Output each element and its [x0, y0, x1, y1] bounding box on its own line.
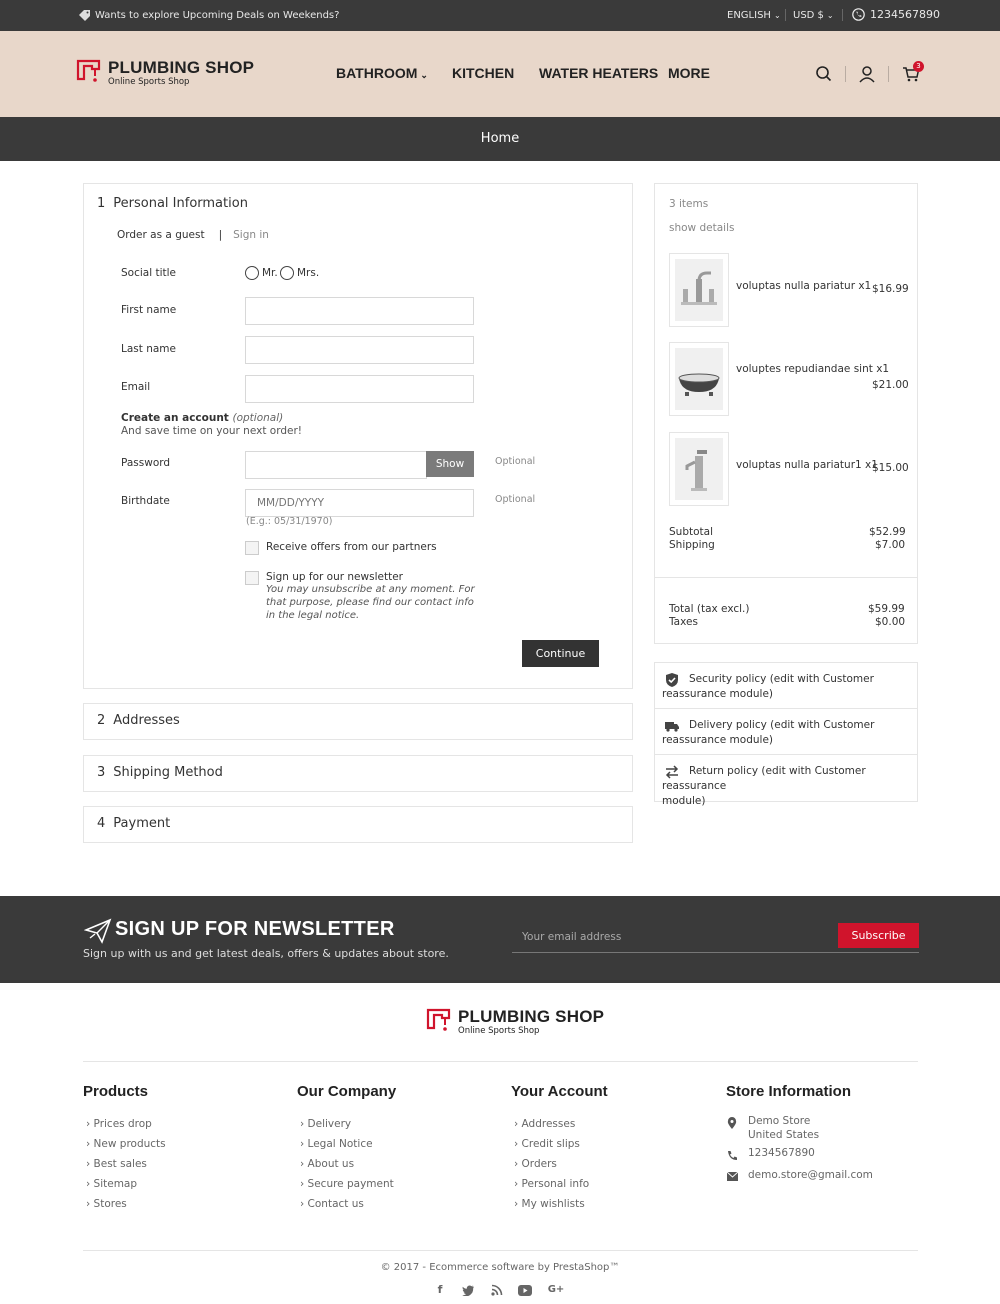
show-details-link[interactable]: show details: [669, 222, 735, 234]
store-phone[interactable]: 1234567890: [748, 1147, 815, 1159]
top-bar: [0, 0, 1000, 31]
link-label: New products: [93, 1138, 166, 1150]
reassurance-line: Return policy (edit with Customer reassurance: [662, 765, 866, 792]
taxes-value: $0.00: [875, 616, 906, 628]
reassurance-line: reassurance module): [662, 734, 773, 746]
footer-link-delivery[interactable]: › Delivery: [300, 1118, 352, 1130]
password-optional: Optional: [495, 456, 536, 467]
newsletter-email-input[interactable]: Your email address: [522, 931, 622, 943]
link-label: Best sales: [93, 1158, 147, 1170]
footer-link-prices-drop[interactable]: › Prices drop: [86, 1118, 152, 1130]
reassurance-line: Delivery policy (edit with Customer: [689, 719, 875, 731]
link-label: Addresses: [521, 1118, 576, 1130]
product-name: voluptes repudiandae sint x1: [736, 363, 890, 375]
social-title-label: Social title: [121, 267, 176, 279]
logo-subtitle: Online Sports Shop: [458, 1026, 540, 1036]
link-label: Contact us: [307, 1198, 364, 1210]
reassurance-delivery: [654, 708, 918, 755]
radio-mr[interactable]: [245, 266, 259, 280]
newsletter-title: SIGN UP FOR NEWSLETTER: [115, 918, 395, 940]
nav-item-bathroom[interactable]: [336, 65, 428, 81]
divider: [845, 66, 846, 82]
reassurance-text: [662, 718, 912, 748]
link-label: Credit slips: [521, 1138, 580, 1150]
promo-text: Wants to explore Upcoming Deals on Weekends?: [95, 9, 340, 21]
footer-link-secure-payment[interactable]: › Secure payment: [300, 1178, 394, 1190]
tab-sign-in[interactable]: Sign in: [233, 229, 269, 241]
footer-link-sitemap[interactable]: › Sitemap: [86, 1178, 138, 1190]
total-value: $59.99: [868, 603, 905, 615]
items-count: 3 items: [669, 198, 709, 210]
footer-logo[interactable]: [425, 1006, 604, 1038]
footer-account-title: Your Account: [511, 1083, 608, 1100]
divider: [842, 9, 843, 21]
chevron-down-icon: ⌄: [826, 11, 834, 20]
newsletter-checkbox[interactable]: [245, 571, 259, 585]
twitter-icon[interactable]: [462, 1285, 475, 1296]
step-number: 4: [97, 816, 106, 831]
footer-link-personal-info[interactable]: › Personal info: [514, 1178, 590, 1190]
reassurance-text: [662, 672, 912, 702]
link-label: Personal info: [521, 1178, 590, 1190]
newsletter-section: [0, 896, 1000, 983]
nav-item-water-heaters[interactable]: WATER HEATERS: [539, 65, 659, 81]
step-number: 1: [97, 196, 106, 211]
google-plus-icon[interactable]: G+: [547, 1284, 565, 1295]
create-account-heading: [121, 412, 283, 424]
tab-order-as-guest[interactable]: Order as a guest: [117, 229, 205, 241]
step-addresses-title: [97, 713, 180, 728]
link-label: Secure payment: [307, 1178, 394, 1190]
footer-link-credit-slips[interactable]: › Credit slips: [514, 1138, 580, 1150]
divider: [655, 577, 917, 578]
footer-products-title: Products: [83, 1083, 149, 1100]
step-shipping-title: [97, 765, 223, 780]
password-field[interactable]: [245, 451, 427, 479]
reassurance-line: reassurance module): [662, 688, 773, 700]
link-label: Legal Notice: [307, 1138, 373, 1150]
step-number: 3: [97, 765, 106, 780]
faucet-logo-icon: [425, 1006, 453, 1038]
last-name-field[interactable]: [245, 336, 474, 364]
link-label: Sitemap: [93, 1178, 138, 1190]
link-label: Prices drop: [93, 1118, 152, 1130]
store-name: Demo Store: [748, 1115, 811, 1127]
logo-subtitle: Online Sports Shop: [108, 77, 190, 87]
birthdate-field[interactable]: [245, 489, 474, 517]
product-price: $21.00: [872, 379, 909, 391]
reassurance-text: [662, 764, 912, 809]
currency-label: USD $: [793, 10, 824, 21]
footer-link-addresses[interactable]: › Addresses: [514, 1118, 576, 1130]
divider: [888, 66, 889, 82]
newsletter-note: in the legal notice.: [266, 610, 360, 621]
radio-mrs-label: Mrs.: [297, 267, 320, 279]
reassurance-security: [654, 662, 918, 709]
reassurance-line: Security policy (edit with Customer: [689, 673, 874, 685]
login-tabs: [117, 229, 269, 241]
step-title: Payment: [113, 816, 171, 831]
birthdate-optional: Optional: [495, 494, 536, 505]
link-label: About us: [307, 1158, 355, 1170]
footer-link-best-sales[interactable]: › Best sales: [86, 1158, 147, 1170]
facebook-icon[interactable]: f: [437, 1283, 443, 1296]
footer-link-stores[interactable]: › Stores: [86, 1198, 127, 1210]
step-personal-information[interactable]: [97, 196, 248, 211]
birthdate-hint: (E.g.: 05/31/1970): [246, 516, 333, 527]
newsletter-subtitle: Sign up with us and get latest deals, offers & updates about store.: [83, 947, 449, 960]
first-name-label: First name: [121, 304, 177, 316]
taxes-label: Taxes: [669, 616, 698, 628]
nav-label: BATHROOM: [336, 65, 418, 81]
birthdate-label: Birthdate: [121, 495, 170, 507]
user-icon[interactable]: [858, 65, 876, 83]
breadcrumb: [0, 117, 1000, 161]
subtotal-label: Subtotal: [669, 526, 713, 538]
show-password-button[interactable]: Show: [426, 451, 474, 477]
product-name: voluptas nulla pariatur x1: [736, 280, 872, 292]
search-icon[interactable]: [815, 65, 833, 83]
nav-item-kitchen[interactable]: KITCHEN: [452, 65, 515, 81]
save-time-text: And save time on your next order!: [121, 425, 302, 437]
step-payment-title: [97, 816, 170, 831]
subscribe-button[interactable]: Subscribe: [838, 923, 919, 948]
radio-mr-label: Mr.: [262, 267, 278, 279]
faucet-logo-icon: [75, 57, 103, 89]
total-label: Total (tax excl.): [669, 603, 750, 615]
promo-text-wrap: [78, 9, 339, 21]
language-label: ENGLISH: [727, 10, 771, 21]
footer-store-title: Store Information: [726, 1083, 852, 1100]
offers-checkbox[interactable]: [245, 541, 259, 555]
last-name-label: Last name: [121, 343, 176, 355]
newsletter-note: You may unsubscribe at any moment. For: [266, 584, 475, 595]
step-title: Shipping Method: [113, 765, 223, 780]
reassurance-return: [654, 754, 918, 807]
shipping-label: Shipping: [669, 539, 715, 551]
first-name-field[interactable]: [245, 297, 474, 325]
product-price: $15.00: [872, 462, 909, 474]
link-label: My wishlists: [521, 1198, 585, 1210]
product-name: voluptas nulla pariatur1 x1: [736, 459, 878, 471]
tag-icon: [78, 9, 91, 21]
logo-title: PLUMBING SHOP: [108, 58, 255, 77]
footer-link-orders[interactable]: › Orders: [514, 1158, 557, 1170]
cart-count-badge: 3: [913, 61, 924, 72]
offers-label: Receive offers from our partners: [266, 541, 437, 553]
email-label: Email: [121, 381, 151, 393]
currency-selector[interactable]: [793, 10, 834, 21]
password-label: Password: [121, 457, 171, 469]
footer-link-contact-us[interactable]: › Contact us: [300, 1198, 364, 1210]
divider: [785, 9, 786, 21]
newsletter-label: Sign up for our newsletter: [266, 571, 403, 583]
phone-icon: [852, 8, 865, 21]
language-selector[interactable]: [727, 10, 781, 21]
chevron-down-icon: ⌄: [773, 11, 781, 20]
phone-icon: [727, 1150, 738, 1161]
step-title: Personal Information: [113, 196, 248, 211]
product-thumbnail[interactable]: [669, 253, 729, 327]
step-title: Addresses: [113, 713, 180, 728]
site-header: [0, 31, 1000, 117]
youtube-icon[interactable]: [518, 1285, 532, 1296]
radio-mrs[interactable]: [280, 266, 294, 280]
tab-divider: |: [218, 229, 223, 241]
link-label: Delivery: [307, 1118, 352, 1130]
product-thumbnail[interactable]: [669, 342, 729, 416]
product-thumbnail[interactable]: [669, 432, 729, 506]
step-number: 2: [97, 713, 106, 728]
create-account-label: Create an account: [121, 412, 229, 424]
top-phone[interactable]: [852, 8, 940, 21]
shipping-value: $7.00: [875, 539, 906, 551]
link-label: Stores: [93, 1198, 127, 1210]
footer-link-new-products[interactable]: › New products: [86, 1138, 166, 1150]
footer-company-title: Our Company: [297, 1083, 397, 1100]
store-country: United States: [748, 1129, 820, 1141]
rss-icon[interactable]: [491, 1284, 503, 1296]
faucet-set-image: [675, 259, 723, 321]
faucet-image: [675, 438, 723, 500]
nav-item-more[interactable]: MORE: [668, 65, 710, 81]
store-email[interactable]: demo.store@gmail.com: [748, 1169, 873, 1181]
paper-plane-icon: [84, 918, 112, 944]
divider: [83, 1061, 918, 1062]
subtotal-value: $52.99: [869, 526, 906, 538]
create-account-optional: (optional): [232, 412, 284, 424]
chevron-down-icon: ⌄: [420, 70, 428, 80]
logo[interactable]: [75, 57, 254, 89]
breadcrumb-home[interactable]: Home: [480, 131, 520, 146]
reassurance-line: module): [662, 795, 706, 807]
phone-number: 1234567890: [870, 8, 940, 21]
copyright: © 2017 - Ecommerce software by PrestaShop™: [380, 1262, 620, 1273]
location-pin-icon: [727, 1117, 737, 1130]
continue-button[interactable]: Continue: [522, 640, 599, 667]
email-field[interactable]: [245, 375, 474, 403]
input-underline: [512, 952, 919, 953]
divider: [83, 1250, 918, 1251]
footer-link-about-us[interactable]: › About us: [300, 1158, 355, 1170]
bathtub-image: [675, 348, 723, 410]
logo-title: PLUMBING SHOP: [458, 1007, 605, 1026]
mail-icon: [727, 1172, 738, 1181]
newsletter-note: that purpose, please find our contact info: [266, 597, 474, 608]
footer-link-my-wishlists[interactable]: › My wishlists: [514, 1198, 585, 1210]
footer-link-legal-notice[interactable]: › Legal Notice: [300, 1138, 373, 1150]
link-label: Orders: [521, 1158, 557, 1170]
product-price: $16.99: [872, 283, 909, 295]
